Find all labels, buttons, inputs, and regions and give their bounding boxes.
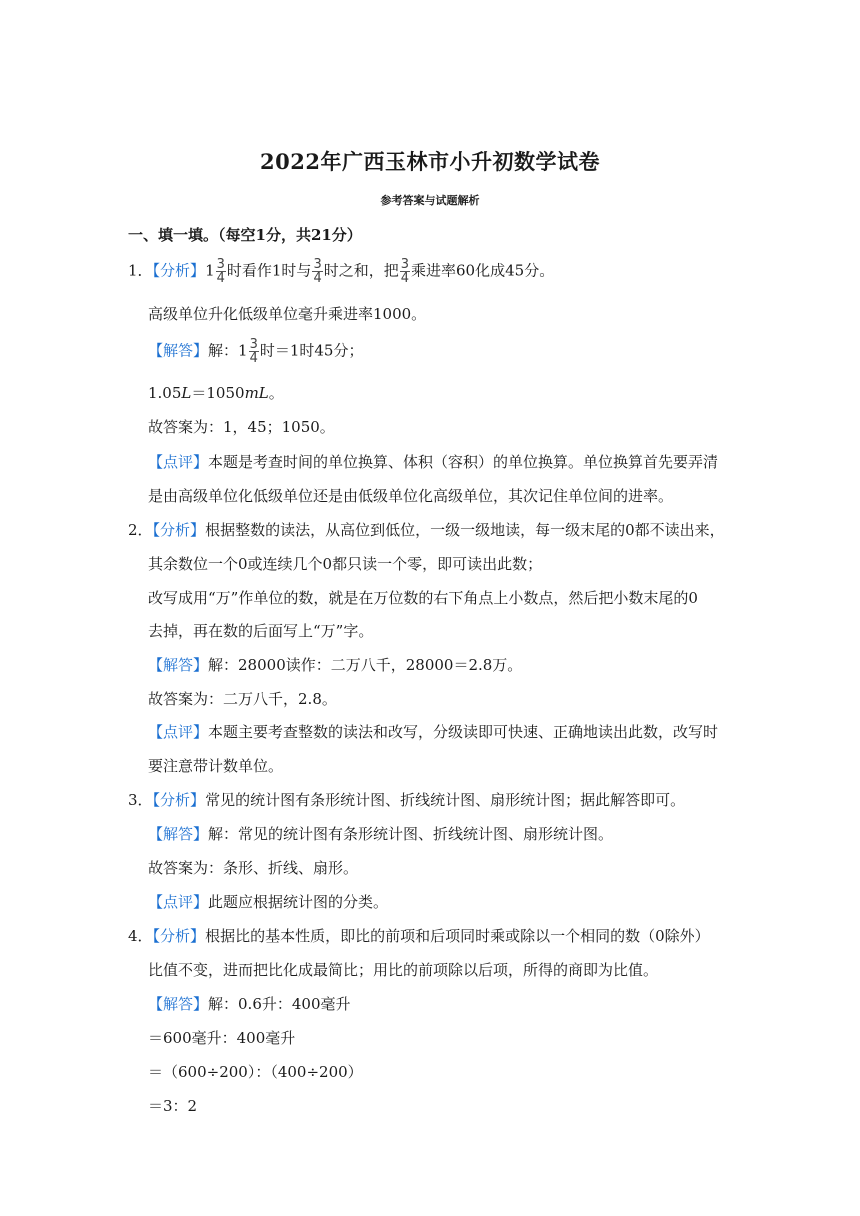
q4-step-3: ＝3：2	[148, 1097, 198, 1115]
page-subtitle: 参考答案与试题解析	[380, 194, 480, 207]
q1-comment: 【点评】本题是考查时间的单位换算、体积（容积）的单位换算。单位换算首先要弄清	[148, 453, 719, 471]
fraction: $\frac{3}{4}$	[216, 257, 225, 286]
q4-analysis: 4．【分析】根据比的基本性质，即比的前项和后项同时乘或除以一个相同的数（0除外）	[128, 927, 710, 945]
q4-step-1: ＝600毫升：400毫升	[148, 1029, 296, 1047]
q4-analysis-line2: 比值不变，进而把比化成最简比；用比的前项除以后项，所得的商即为比值。	[148, 961, 659, 979]
q2-answer: 【解答】解：28000读作：二万八千，28000＝2.8万。	[148, 656, 523, 674]
q2-analysis-line4: 去掉，再在数的后面写上“万”字。	[148, 622, 374, 640]
answer-tag: 【解答】	[148, 995, 209, 1013]
q1-analysis: 1．【分析】1 $\frac{3}{4}$ 时看作1时与 $\frac{3}{4}$ 时之和，把 $\frac{3}{4}$ 乘进率60化成45分。	[128, 257, 555, 286]
answer-tag: 【解答】	[148, 341, 209, 360]
answer-tag: 【解答】	[148, 825, 209, 843]
q2-analysis-line2: 其余数位一个0或连续几个0都只读一个零，即可读出此数；	[148, 555, 543, 573]
q1-answer: 【解答】解：1 $\frac{3}{4}$ 时＝1时45分；	[148, 337, 364, 366]
analysis-tag: 【分析】	[152, 927, 206, 945]
fraction: $\frac{3}{4}$	[249, 337, 258, 366]
q2-analysis-line3: 改写成用“万”作单位的数，就是在万位数的右下角点上小数点，然后把小数末尾的0	[148, 589, 698, 607]
q1-number: 1．	[128, 261, 153, 280]
q2-comment: 【点评】本题主要考查整数的读法和改写，分级读即可快速、正确地读出此数，改写时	[148, 723, 719, 741]
q2-result: 故答案为：二万八千，2.8。	[148, 690, 337, 708]
q3-comment: 【点评】此题应根据统计图的分类。	[148, 893, 389, 911]
section-heading: 一、填一填。（每空1分，共21分）	[128, 226, 362, 244]
analysis-tag: 【分析】	[152, 791, 206, 809]
q3-number: 3．	[128, 791, 153, 809]
fraction: $\frac{3}{4}$	[313, 257, 322, 286]
q1-result: 故答案为：1，45；1050。	[148, 418, 335, 436]
q2-number: 2．	[128, 521, 153, 539]
comment-tag: 【点评】	[148, 453, 209, 471]
page-title: 2022年广西玉林市小升初数学试卷	[260, 149, 600, 174]
q1-analysis-line2: 高级单位升化低级单位毫升乘进率1000。	[148, 305, 427, 323]
q4-answer: 【解答】解：0.6升：400毫升	[148, 995, 351, 1013]
analysis-tag: 【分析】	[152, 261, 206, 280]
q4-step-2: ＝（600÷200）：（400÷200）	[148, 1063, 363, 1081]
q2-comment-line2: 要注意带计数单位。	[148, 757, 284, 775]
q1-comment-line2: 是由高级单位化低级单位还是由低级单位化高级单位，其次记住单位间的进率。	[148, 487, 674, 505]
answer-tag: 【解答】	[148, 656, 209, 674]
q3-answer: 【解答】解：常见的统计图有条形统计图、折线统计图、扇形统计图。	[148, 825, 614, 843]
fraction: $\frac{3}{4}$	[400, 257, 410, 286]
q3-analysis: 3．【分析】常见的统计图有条形统计图、折线统计图、扇形统计图；据此解答即可。	[128, 791, 686, 809]
q3-result: 故答案为：条形、折线、扇形。	[148, 859, 359, 877]
q2-analysis: 2．【分析】根据整数的读法，从高位到低位，一级一级地读，每一级末尾的0都不读出来，	[128, 521, 725, 539]
q4-number: 4．	[128, 927, 153, 945]
comment-tag: 【点评】	[148, 723, 209, 741]
q1-answer-line2: 1.05L＝1050mL。	[148, 384, 284, 402]
analysis-tag: 【分析】	[152, 521, 206, 539]
comment-tag: 【点评】	[148, 893, 209, 911]
